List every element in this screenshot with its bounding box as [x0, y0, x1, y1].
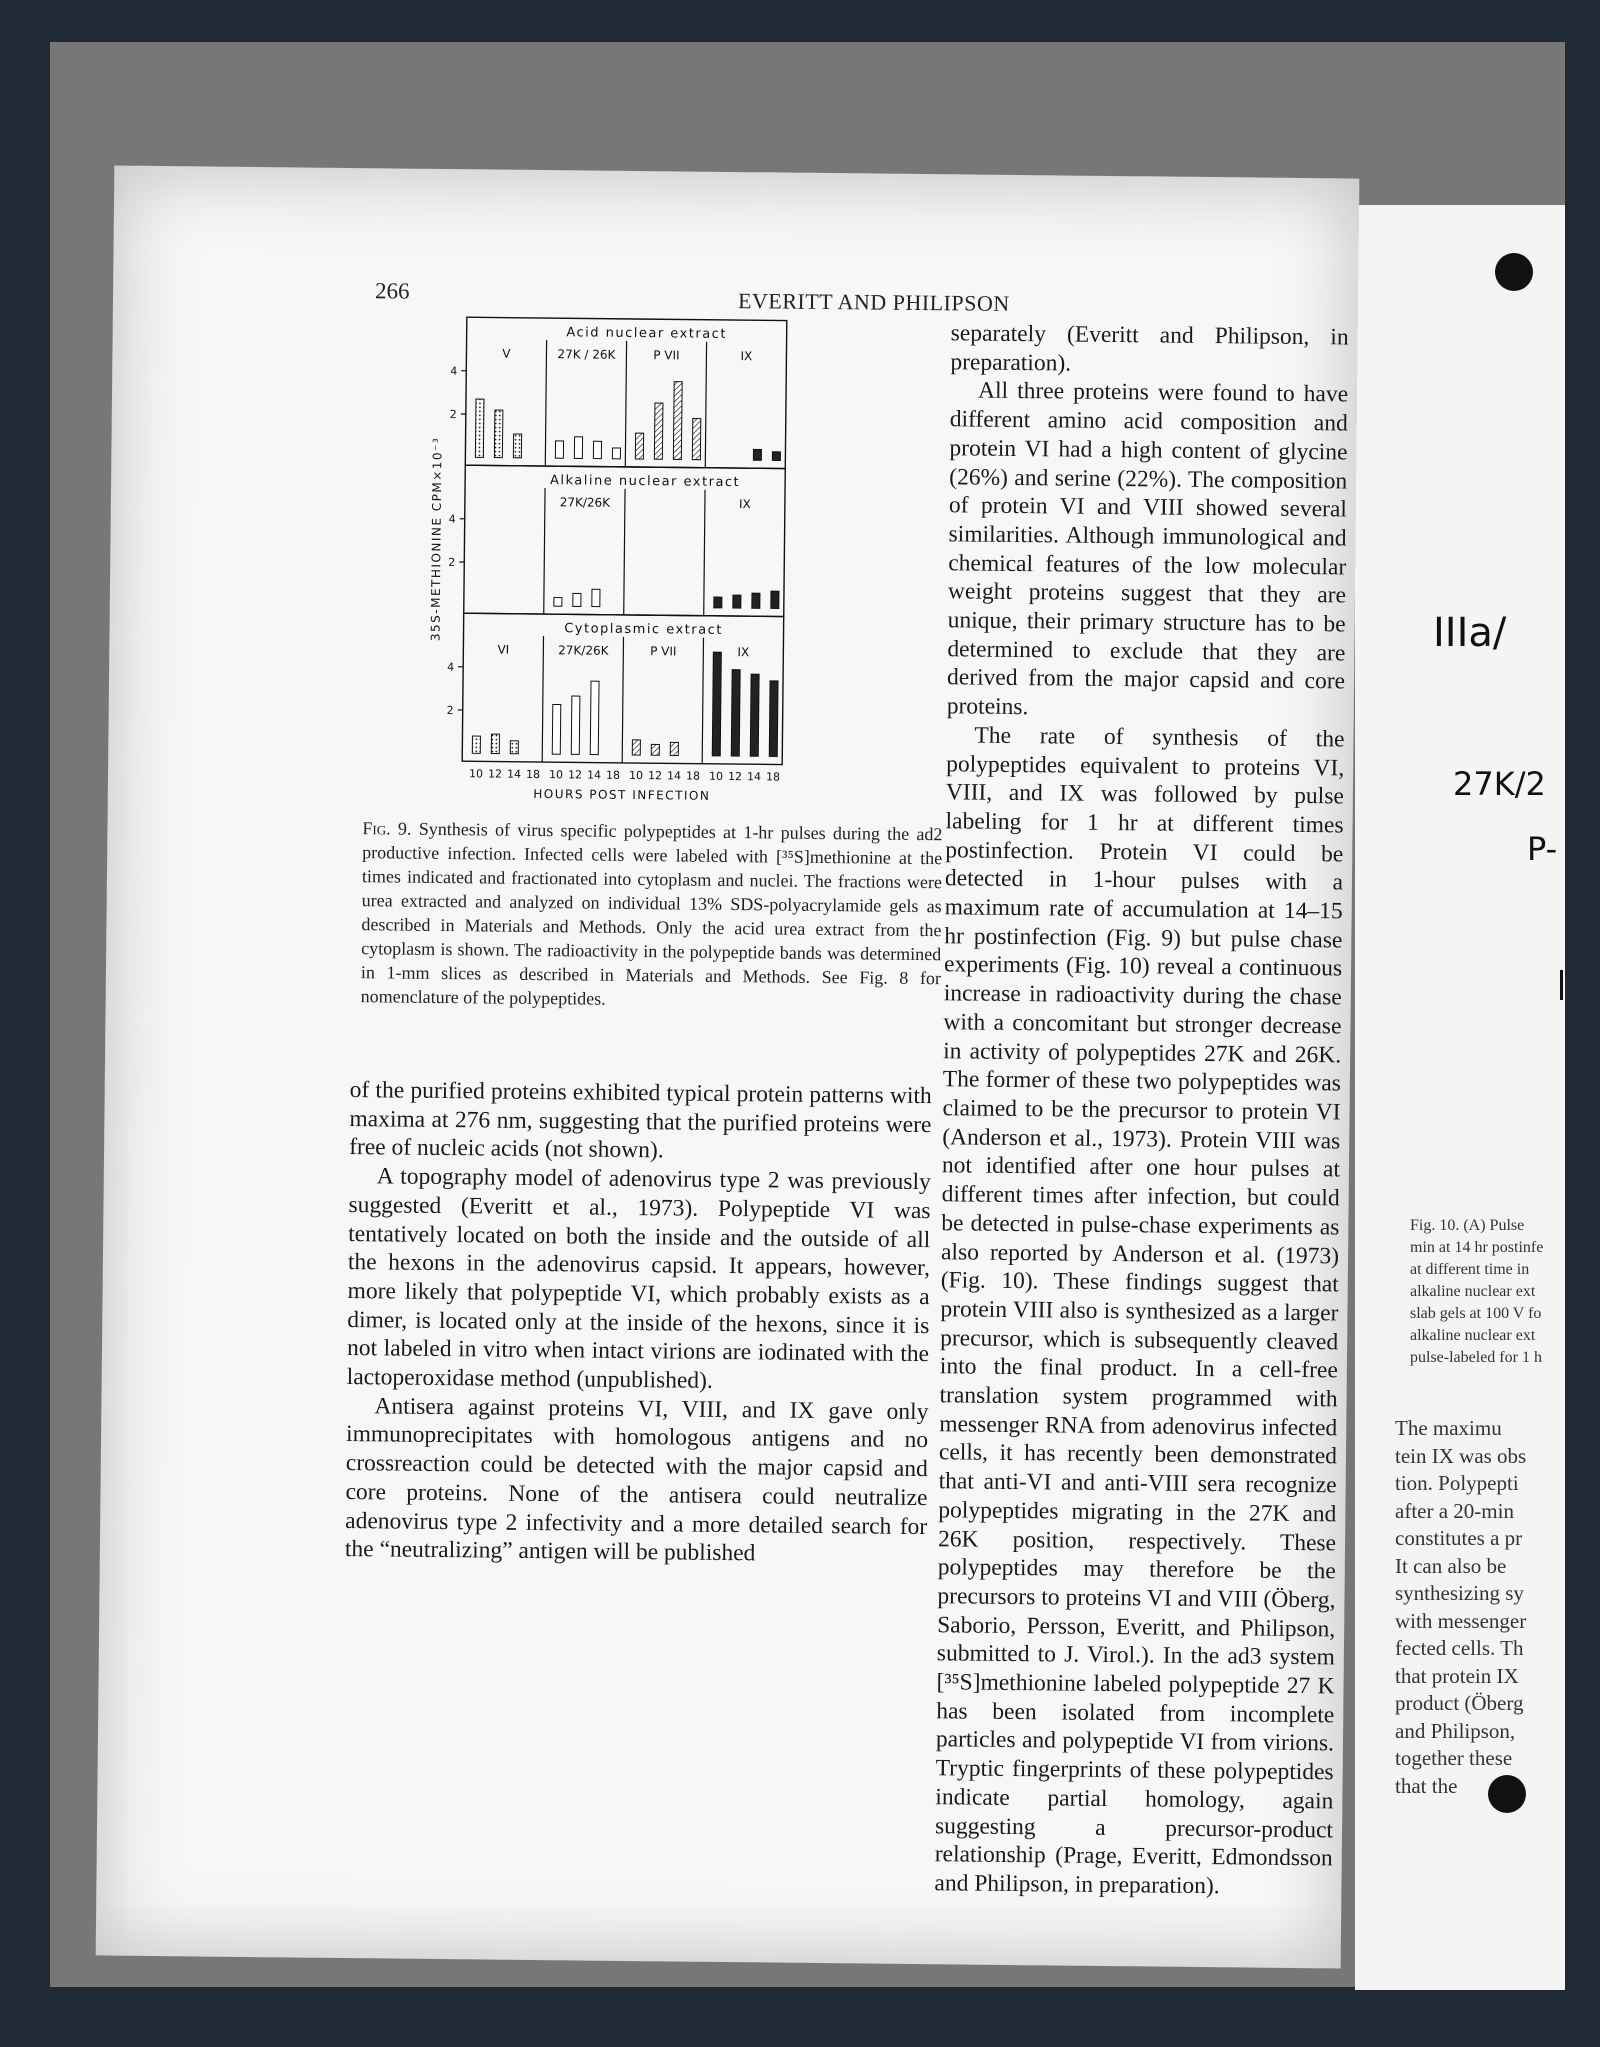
left-paragraph-2: A topography model of adenovirus type 2 was previously suggested (Everitt et al., 1973). Polypeptide VI was tentatively located on both the inside and the outside of all the hexons in the adenovirus capsid. It appears, however, more likely that polypeptide VI, which probably exists as a dimer, is located only at the inside of the hexons, since it is not labeled in vitro when intact virions are iodinated with the lactoperoxidase method (unpublished).	[346, 1163, 931, 1394]
punch-hole-top	[1495, 253, 1533, 291]
x-tick-label: 10	[468, 767, 484, 781]
x-tick-label: 18	[765, 770, 781, 784]
bar	[491, 734, 499, 754]
x-tick-label: 14	[746, 770, 762, 784]
right-paragraph-3: The rate of synthesis of the polypeptides equivalent to proteins VI, VIII, and IX was followed by pulse labeling for 1 hr at different times postinfection. Protein VI could be detected in 1-hour pulses with a maximum rate of accumulation at 14–15 hr postinfection (Fig. 9) but pulse chase experiments (Fig. 10) reveal a continuous increase in radioactivity during the chase with a concomitant but stronger decrease in activity of polypeptides 27K and 26K. The former of these two polypeptides was claimed to be the precursor to protein VI (Anderson et al., 1973). Protein VIII was not identified after one hour pulses at different times after infection, but could be detected in pulse-chase experiments as also reported by Anderson et al. (1973) (Fig. 10). These findings suggest that protein VIII also is synthesized as a larger precursor, which is subsequently cleaved into the final product. In a cell-free translation system programmed with messenger RNA from adenovirus infected cells, it has recently been demonstrated that anti-VI and anti-VIII sera recognize polypeptides migrating in the 27K and 26K position, respectively. These polypeptides may therefore be the precursors to proteins VI and VIII (Öberg, Saborio, Persson, Everitt, and Philipson, submitted to J. Virol.). In the ad3 system [³⁵S]methionine labeled polypeptide 27 K has been isolated from incomplete particles and polypeptide VI from virions. Tryptic fingerprints of these polypeptides indicate partial homology, again suggesting a precursor-product relationship (Prage, Everitt, Edmondsson and Philipson, in preparation).	[934, 722, 1345, 1900]
facing-text-line: after a 20-min	[1395, 1498, 1514, 1523]
running-title: EVERITT AND PHILIPSON	[737, 288, 1010, 316]
bar	[712, 652, 721, 756]
facing-caption-line: min at 14 hr postinfe	[1410, 1239, 1544, 1256]
facing-mark	[1560, 970, 1563, 1000]
bar	[574, 437, 582, 459]
bar	[494, 410, 502, 458]
group-label: IX	[738, 497, 751, 512]
x-tick-label: 12	[727, 769, 743, 784]
group-label: IX	[737, 645, 750, 660]
bar	[592, 589, 600, 606]
bar	[612, 448, 620, 459]
group-divider	[624, 489, 625, 615]
bar	[571, 696, 580, 754]
facing-text-line: synthesizing sy	[1395, 1581, 1524, 1605]
facing-caption	[1410, 1215, 1543, 1369]
group-divider	[542, 636, 543, 762]
punch-hole-bottom	[1488, 1775, 1526, 1813]
bar	[654, 403, 663, 459]
x-tick-label: 12	[647, 769, 663, 783]
group-divider	[702, 638, 703, 764]
caption-text: Synthesis of virus specific polypeptides at 1-hr pulses during the ad2 productive infection. Infected cells were labeled with [³⁵S]methionine at the times indicated and fractionated into cytoplasm and nuclei. The fractions were urea extracted and analyzed on individual 13% SDS-polyacrylamide gels as described in Materials and Methods. Only the acid urea extract from the cytoplasm is shown. The radioactivity in the polypeptide bands was determined in 1-mm slices as described in Materials and Methods. See Fig. 8 for nomenclature of the polypeptides.	[360, 818, 943, 1009]
bar	[513, 434, 521, 458]
x-tick-label: 12	[487, 767, 503, 781]
facing-text-line: fected cells. Th	[1395, 1636, 1524, 1660]
bar	[555, 441, 563, 458]
facing-caption-line: Fig. 10. (A) Pulse	[1410, 1217, 1525, 1234]
caption-label: Fig. 9.	[362, 818, 412, 839]
x-tick-label: 10	[628, 768, 644, 783]
bar	[692, 419, 700, 460]
x-tick-label: 10	[548, 768, 564, 782]
x-tick-label: 14	[666, 769, 682, 783]
y-tick-label: 2	[448, 555, 456, 569]
bar	[750, 674, 759, 756]
bar	[769, 681, 778, 757]
facing-page	[1355, 205, 1565, 1990]
x-tick-label: 14	[506, 767, 522, 781]
bar	[472, 736, 480, 753]
facing-caption-line: pulse-labeled for 1 h	[1410, 1349, 1542, 1366]
facing-text-line: tion. Polypepti	[1395, 1471, 1519, 1495]
figure-9-chart	[370, 308, 795, 812]
facing-caption-line: alkaline nuclear ext	[1410, 1283, 1536, 1300]
group-label: IX	[740, 349, 753, 364]
group-label: VI	[497, 642, 510, 657]
left-column	[345, 1076, 932, 1570]
group-label: 27K/26K	[558, 643, 609, 658]
bar	[554, 598, 562, 607]
facing-text-line: together these	[1395, 1746, 1513, 1770]
bar	[673, 382, 682, 460]
y-tick-label: 4	[450, 364, 458, 378]
bar	[552, 704, 561, 754]
facing-text-line: with messenger	[1395, 1608, 1527, 1633]
group-label: P VII	[650, 644, 677, 659]
group-divider	[625, 341, 626, 467]
facing-caption-line: slab gels at 100 V fo	[1410, 1305, 1542, 1322]
bar	[670, 742, 678, 755]
bar	[510, 741, 518, 754]
bar	[771, 591, 779, 608]
facing-text-line: tein IX was obs	[1395, 1443, 1527, 1468]
bar	[752, 593, 760, 608]
group-divider	[704, 490, 705, 616]
facing-figure-label-3: P-	[1527, 830, 1558, 868]
x-axis-label: HOURS POST INFECTION	[533, 786, 711, 803]
x-tick-label: 14	[586, 768, 602, 782]
facing-text-line: that protein IX	[1395, 1663, 1519, 1688]
y-axis-label: 35S-METHIONINE CPM×10⁻³	[428, 436, 445, 642]
panel-title: Cytoplasmic extract	[564, 621, 723, 638]
x-tick-label: 12	[567, 768, 583, 782]
x-tick-label: 10	[708, 769, 724, 783]
bar	[573, 593, 581, 606]
x-tick-label: 18	[525, 767, 541, 782]
bar	[632, 740, 640, 755]
bar	[731, 670, 740, 756]
group-label: 27K/26K	[559, 495, 611, 510]
facing-caption-line: at different time in	[1410, 1261, 1530, 1278]
group-label: 27K / 26K	[557, 347, 616, 362]
facing-text-line: product (Öberg	[1395, 1691, 1524, 1715]
right-paragraph-1: separately (Everitt and Philipson, in preparation).	[950, 320, 1349, 377]
facing-text-line: The maximu	[1395, 1416, 1502, 1440]
bar	[475, 399, 484, 457]
x-tick-label: 18	[605, 768, 621, 782]
bar	[651, 744, 659, 755]
left-paragraph-1: of the purified proteins exhibited typical protein patterns with maxima at 276 nm, suggesting that the purified proteins were free of nucleic acids (not shown).	[349, 1077, 932, 1164]
right-paragraph-2: All three proteins were found to have different amino acid composition and protein VI had a high content of glycine (26%) and serine (22%). The composition of protein VI and VIII showed several similarities. Although immunological and chemical features of the low molecular weight proteins suggest that they are unique, their primary structure has to be determined to exclude that they are derived from the major capsid and core proteins.	[946, 377, 1349, 721]
facing-text-line: and Philipson,	[1395, 1718, 1516, 1743]
left-paragraph-3: Antisera against proteins VI, VIII, and IX gave only immunoprecipitates with homologous antigens and no crossreaction could be detected with the major capsid and core proteins. None of the antisera could neutralize adenovirus type 2 infectivity and a more detailed search for the “neutralizing” antigen will be published	[344, 1393, 929, 1567]
bar	[733, 595, 741, 608]
y-tick-label: 2	[449, 407, 457, 421]
figure-9-caption	[361, 816, 943, 1014]
facing-figure-label-2: 27K/2	[1453, 765, 1546, 803]
group-divider	[705, 342, 706, 468]
group-label: P VII	[653, 348, 680, 363]
group-label: V	[502, 346, 511, 361]
facing-caption-line: alkaline nuclear ext	[1410, 1327, 1536, 1344]
bar	[635, 433, 643, 459]
bar	[772, 452, 780, 461]
bar	[714, 597, 722, 608]
bar	[753, 449, 761, 460]
bar	[593, 441, 601, 458]
facing-figure-label-1: IIIa/	[1433, 610, 1507, 656]
group-divider	[545, 340, 546, 466]
page-number: 266	[374, 278, 410, 304]
bar	[590, 681, 599, 755]
x-tick-label: 18	[685, 769, 701, 783]
panel-title: Alkaline nuclear extract	[549, 473, 741, 491]
group-divider	[544, 488, 545, 614]
y-tick-label: 4	[448, 512, 456, 526]
panel-title: Acid nuclear extract	[566, 325, 728, 342]
right-column	[934, 319, 1349, 1902]
facing-text-line: It can also be	[1395, 1553, 1507, 1578]
facing-text-line: constitutes a pr	[1395, 1526, 1523, 1550]
y-tick-label: 2	[446, 703, 454, 717]
y-tick-label: 4	[447, 660, 455, 674]
facing-text-line: that the	[1395, 1773, 1458, 1798]
group-divider	[622, 637, 623, 763]
journal-page	[96, 166, 1360, 1969]
facing-text	[1395, 1415, 1526, 1800]
